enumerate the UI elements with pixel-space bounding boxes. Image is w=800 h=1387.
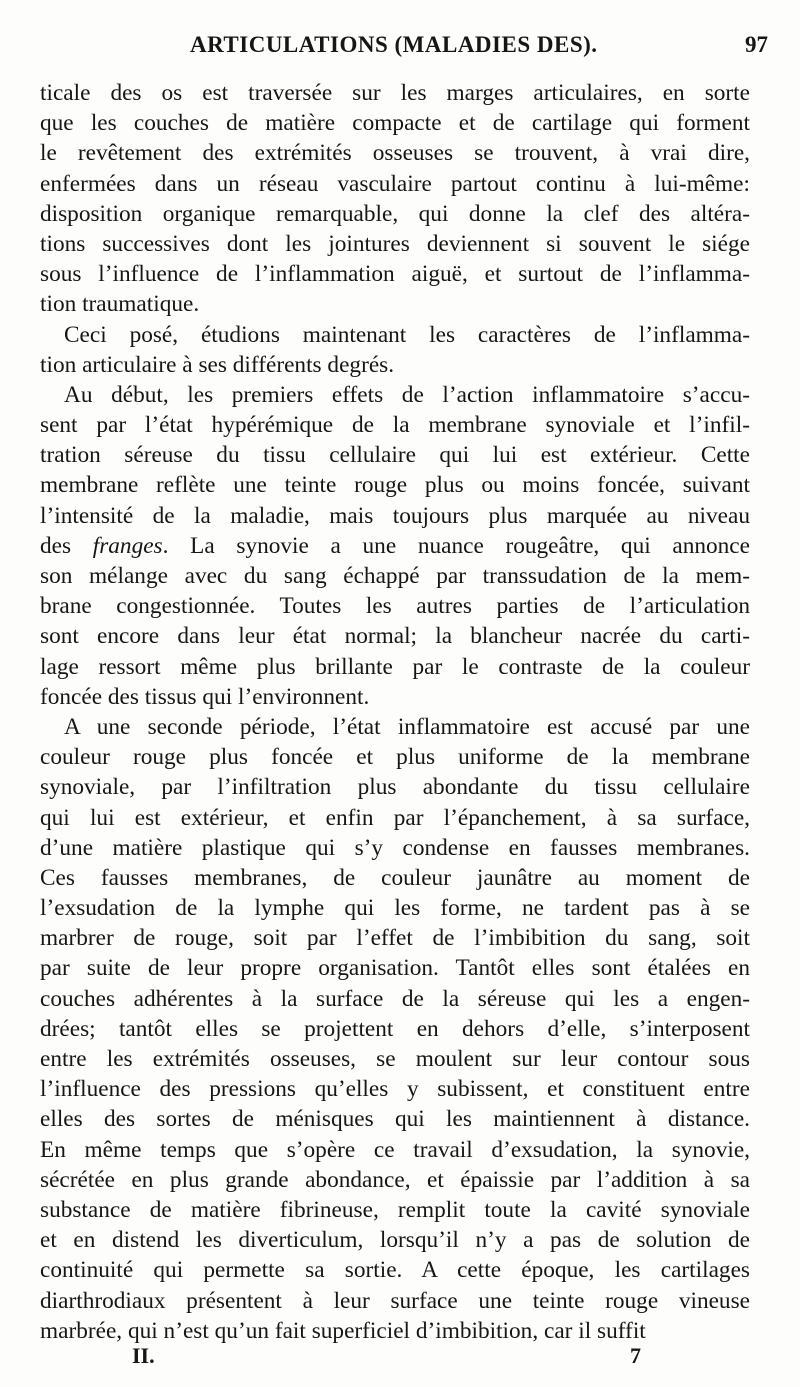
text-line: l’influence des pressions qu’elles y subissent, et constituent entre [40,1076,750,1103]
text-line: son mélange avec du sang échappé par transsudation de la mem- [40,563,750,589]
text-line: Au début, les premiers effets de l’action inflammatoire s’accu- [64,381,750,408]
text-line: sent par l’état hypérémique de la membrane synoviale et l’infil- [40,412,750,439]
page-footer [40,1343,750,1375]
paragraph [40,380,750,712]
text-line: ticale des os est traversée sur les marges articulaires, en sorte [40,80,750,106]
text-line: l’intensité de la maladie, mais toujours plus marquée au niveau [40,502,750,529]
text-line: drées; tantôt elles se projettent en dehors d’elle, s’interposent [40,1015,750,1042]
text-line: brane congestionnée. Toutes les autres parties de l’articulation [40,593,750,620]
text-line: substance de matière fibrineuse, remplit toute la cavité synoviale [40,1196,750,1223]
text-line: lage ressort même plus brillante par le contraste de la couleur [40,653,750,680]
paragraph [40,712,750,1346]
text-line: Ceci posé, étudions maintenant les caractères de l’inflamma- [64,321,750,348]
text-line: marbrer de rouge, soit par l’effet de l’imbibition du sang, soit [40,925,750,952]
signature-number: 7 [630,1343,641,1368]
text-line: elles des sortes de ménisques qui les maintiennent à distance. [40,1106,750,1133]
signature-mark: II. [132,1343,155,1368]
text-line: synoviale, par l’infiltration plus abondante du tissu cellulaire [40,774,750,801]
text-line: l’exsudation de la lymphe qui les forme, ne tardent pas à se [40,895,750,922]
body-text [40,78,750,1346]
running-header [40,30,770,64]
running-title: ARTICULATIONS (MALADIES DES). [190,32,598,57]
text-line: d’une matière plastique qui s’y condense en fausses membranes. [40,834,750,861]
text-line: tions successives dont les jointures deviennent si souvent le siége [40,230,750,257]
text-line: Ces fausses membranes, de couleur jaunâtre au moment de [40,864,750,891]
text-line: sécrétée en plus grande abondance, et épaissie par l’addition à sa [40,1166,750,1193]
text-line: continuité qui permette sa sortie. A cette époque, les cartilages [40,1257,750,1284]
text-line: tion articulaire à ses différents degrés. [40,351,395,378]
text-line: En même temps que s’opère ce travail d’exsudation, la synovie, [40,1136,750,1163]
paragraph [40,78,750,320]
text-line: entre les extrémités osseuses, se moulent sur leur contour sous [40,1046,750,1072]
italic-term: franges [92,532,163,559]
text-line: couches adhérentes à la surface de la séreuse qui les a engen- [40,985,750,1012]
text-line: tration séreuse du tissu cellulaire qui lui est extérieur. Cette [40,442,750,469]
text-line: qui lui est extérieur, et enfin par l’épanchement, à sa surface, [40,804,750,831]
paragraph [40,320,750,380]
text-line: membrane reflète une teinte rouge plus ou moins foncée, suivant [40,472,750,499]
text-line: par suite de leur propre organisation. Tantôt elles sont étalées en [40,955,750,982]
text-line: diarthrodiaux présentent à leur surface une teinte rouge vineuse [40,1287,750,1314]
text-line: couleur rouge plus foncée et plus uniforme de la membrane [40,744,750,771]
text-line: et en distend les diverticulum, lorsqu’il n’y a pas de solution de [40,1227,750,1254]
text-line: sont encore dans leur état normal; la blancheur nacrée du carti- [40,623,750,650]
text-line: foncée des tissus qui l’environnent. [40,683,370,710]
text-line: enfermées dans un réseau vasculaire partout continu à lui-même: [40,170,750,197]
page-number: 97 [745,32,768,57]
text-line: le revêtement des extrémités osseuses se trouvent, à vrai dire, [40,140,750,167]
text-line: sous l’influence de l’inflammation aiguë, et surtout de l’inflamma- [40,261,750,288]
text-line: des franges. La synovie a une nuance rougeâtre, qui annonce [40,532,750,559]
text-line: tion traumatique. [40,291,200,318]
text-line: disposition organique remarquable, qui donne la clef des altéra- [40,200,750,227]
text-line: que les couches de matière compacte et de cartilage qui forment [40,110,750,137]
text-line: marbrée, qui n’est qu’un fait superficiel d’imbibition, car il suffit [40,1317,646,1344]
text-line: A une seconde période, l’état inflammatoire est accusé par une [64,713,750,740]
